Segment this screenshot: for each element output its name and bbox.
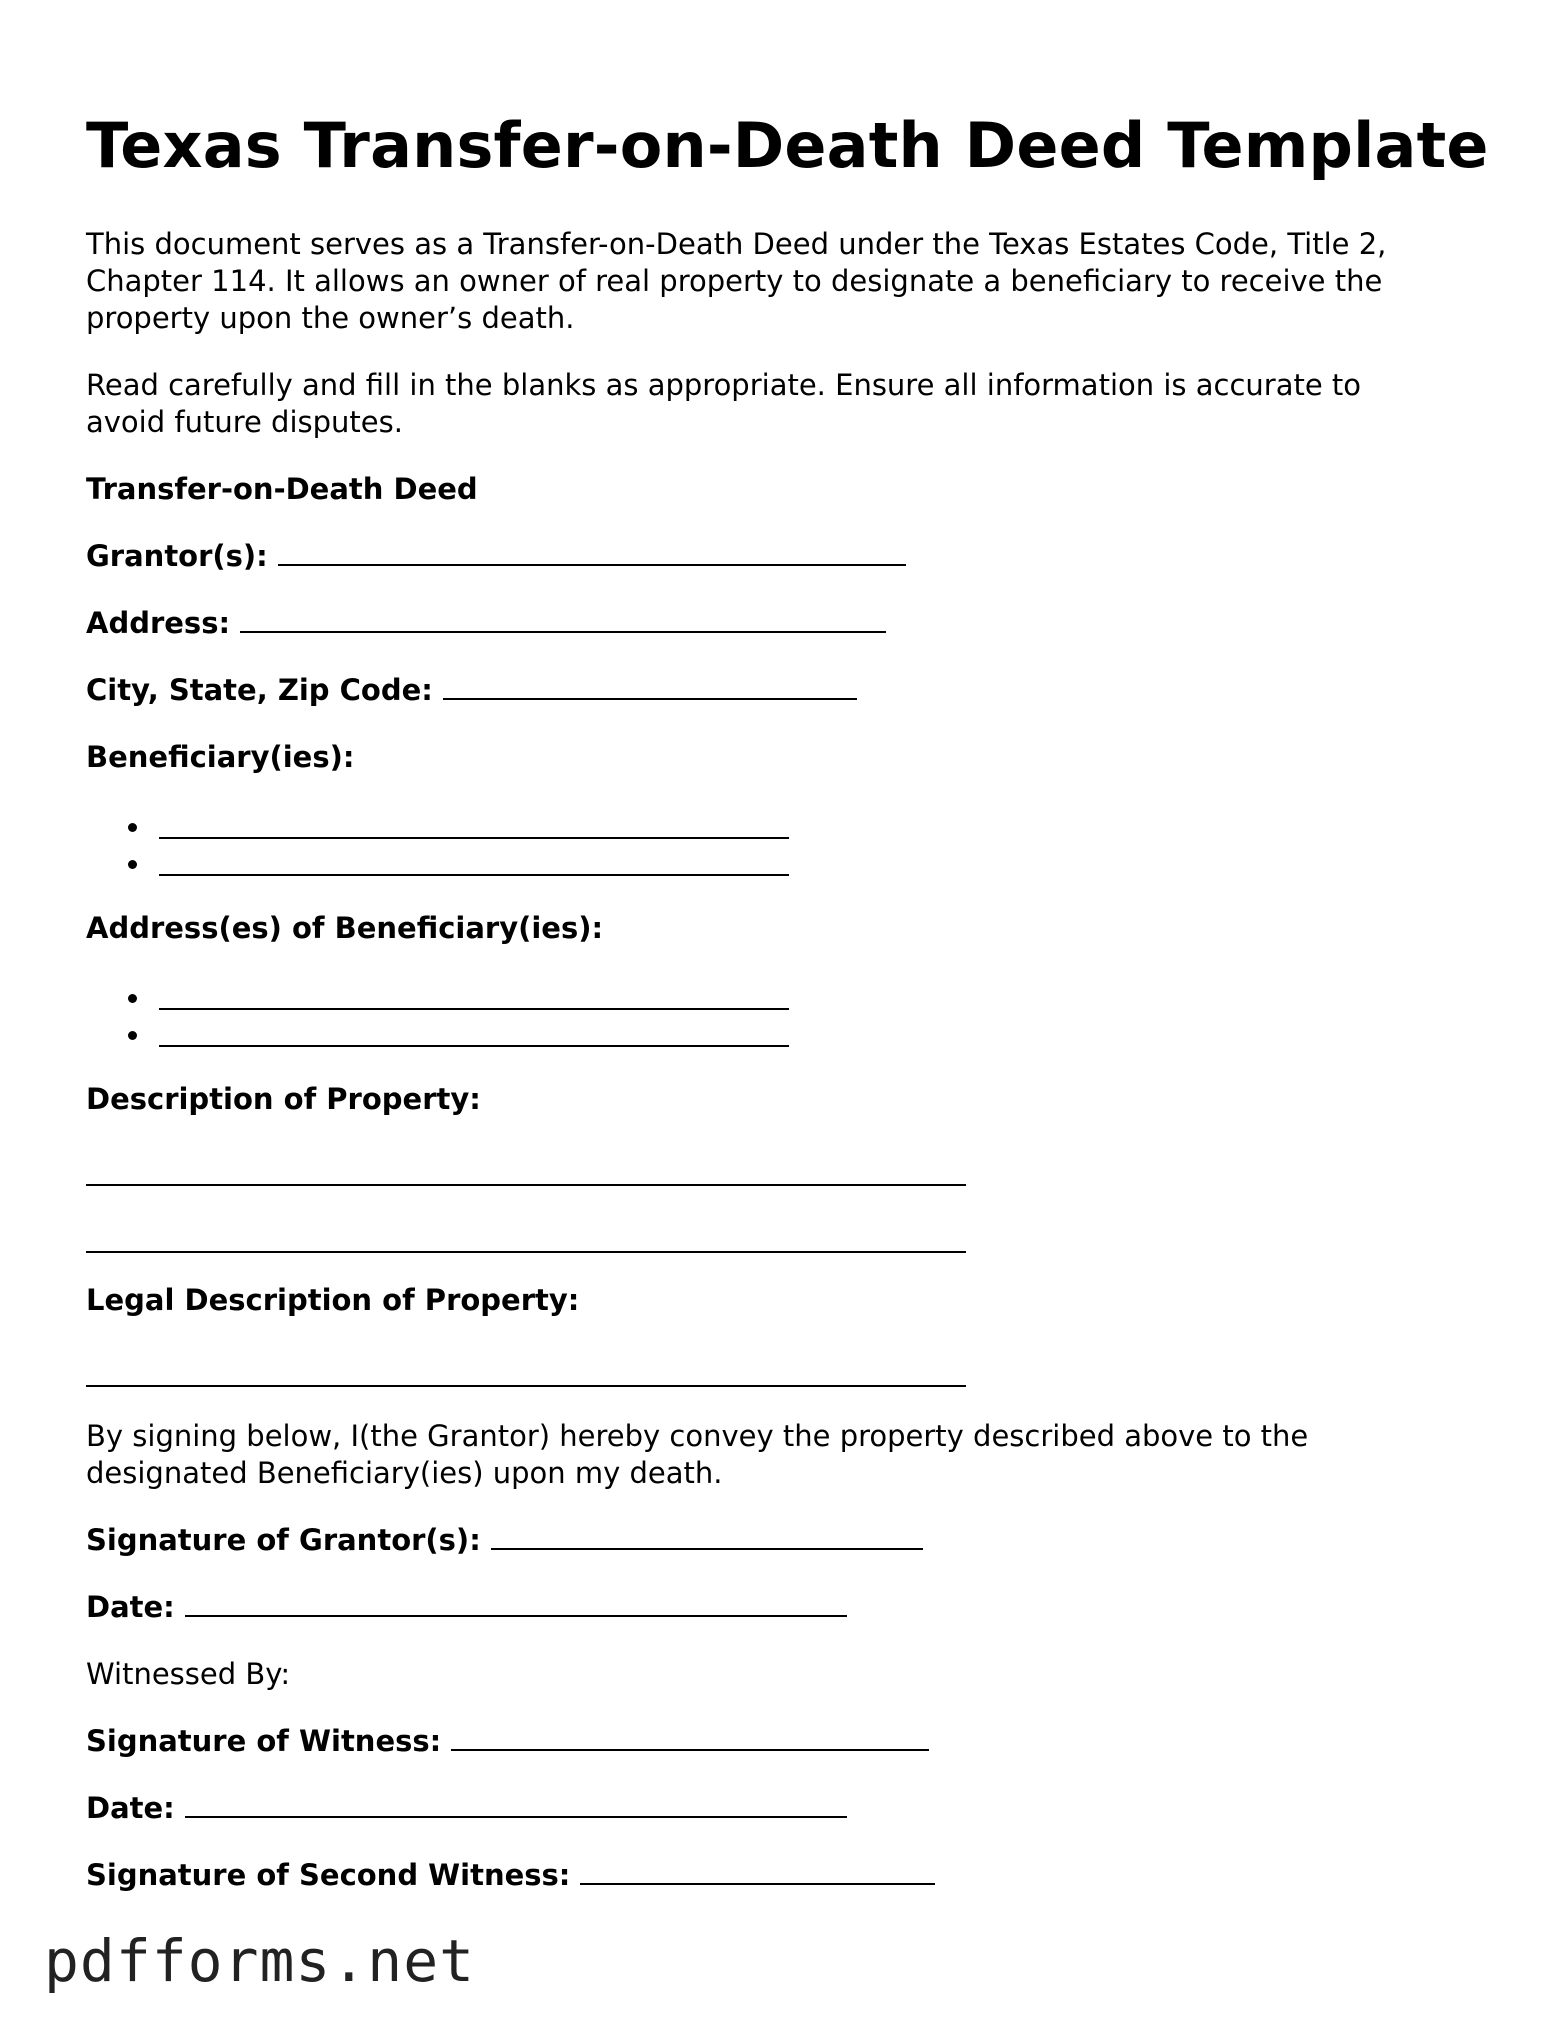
beneficiary-address-list-item xyxy=(128,977,789,1014)
conveyance-line-1: By signing below, I(the Grantor) hereby convey the property described above to the xyxy=(86,1419,1309,1453)
grantor-signature-label: Signature of Grantor(s): xyxy=(86,1523,481,1557)
intro-line-2: Chapter 114. It allows an owner of real property to designate a beneficiary to receive the xyxy=(86,264,1383,298)
grantor-signature-field xyxy=(86,1522,923,1559)
address-field xyxy=(86,605,886,642)
beneficiary-address-input-line-1[interactable] xyxy=(159,1008,789,1010)
legal-description-input-line[interactable] xyxy=(86,1385,966,1387)
witness-date-field xyxy=(86,1790,847,1827)
grantor-signature-input-line[interactable] xyxy=(491,1524,923,1550)
beneficiaries-label: Beneficiary(ies): xyxy=(86,740,355,774)
grantor-date-input-line[interactable] xyxy=(185,1591,847,1617)
beneficiary-list-item xyxy=(128,806,789,843)
property-description-input-line-1[interactable] xyxy=(86,1184,966,1186)
witness-signature-input-line[interactable] xyxy=(451,1725,929,1751)
intro-line-1: This document serves as a Transfer-on-Death Deed under the Texas Estates Code, Title 2, xyxy=(86,227,1387,261)
legal-description-label: Legal Description of Property: xyxy=(86,1283,580,1317)
beneficiary-list-item xyxy=(128,843,789,880)
watermark-text: pdfforms.net xyxy=(44,1927,476,1995)
witness-signature-field xyxy=(86,1723,929,1760)
bullet-icon xyxy=(128,1031,137,1040)
city-state-zip-label: City, State, Zip Code: xyxy=(86,673,433,707)
address-input-line[interactable] xyxy=(240,607,886,633)
bullet-icon xyxy=(128,860,137,869)
second-witness-signature-label: Signature of Second Witness: xyxy=(86,1858,571,1892)
instruction-line-1: Read carefully and fill in the blanks as appropriate. Ensure all information is accurate to xyxy=(86,368,1362,402)
grantor-date-label: Date: xyxy=(86,1590,175,1624)
grantors-input-line[interactable] xyxy=(278,540,906,566)
bullet-icon xyxy=(128,994,137,1003)
instruction-line-2: avoid future disputes. xyxy=(86,405,403,439)
intro-line-3: property upon the owner’s death. xyxy=(86,301,575,335)
grantors-label: Grantor(s): xyxy=(86,539,268,573)
city-state-zip-input-line[interactable] xyxy=(443,674,857,700)
witness-date-input-line[interactable] xyxy=(185,1792,847,1818)
beneficiary-input-line-1[interactable] xyxy=(159,837,789,839)
witness-date-label: Date: xyxy=(86,1791,175,1825)
witness-signature-label: Signature of Witness: xyxy=(86,1724,442,1758)
property-description-input-line-2[interactable] xyxy=(86,1251,966,1253)
grantor-date-field xyxy=(86,1589,847,1626)
second-witness-signature-input-line[interactable] xyxy=(580,1859,935,1885)
beneficiary-addresses-label: Address(es) of Beneficiary(ies): xyxy=(86,911,604,945)
witnessed-by-label: Witnessed By: xyxy=(86,1657,291,1691)
bullet-icon xyxy=(128,823,137,832)
property-description-label: Description of Property: xyxy=(86,1082,481,1116)
beneficiary-address-input-line-2[interactable] xyxy=(159,1045,789,1047)
beneficiary-input-line-2[interactable] xyxy=(159,874,789,876)
second-witness-signature-field xyxy=(86,1857,935,1894)
conveyance-line-2: designated Beneficiary(ies) upon my death. xyxy=(86,1456,723,1490)
beneficiary-address-list-item xyxy=(128,1014,789,1051)
city-state-zip-field xyxy=(86,672,857,709)
section-heading: Transfer-on-Death Deed xyxy=(86,472,478,506)
document-title: Texas Transfer-on-Death Deed Template xyxy=(86,109,1489,182)
grantors-field xyxy=(86,538,906,575)
address-label: Address: xyxy=(86,606,231,640)
